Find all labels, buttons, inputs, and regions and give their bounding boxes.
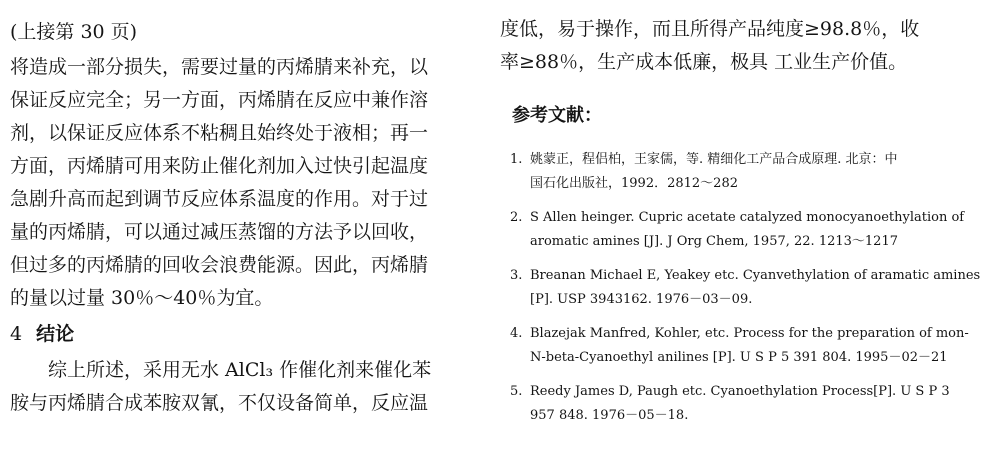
text-line: 的量以过量 30％～40％为宜。 [10, 287, 274, 309]
reference-line: 957 848. 1976－05－18. [530, 408, 689, 423]
text-line: 率≥88％，生产成本低廉，极具 工业生产价值。 [500, 51, 908, 73]
text-line: 胺与丙烯腈合成苯胺双氰，不仅设备简单，反应温 [10, 392, 429, 414]
body-paragraph-2 [10, 354, 431, 420]
text-line: 度低，易于操作，而且所得产品纯度≥98.8％，收 [500, 18, 920, 40]
reference-item [510, 264, 990, 312]
references-title: 参考文献： [512, 105, 602, 126]
reference-line: 国石化出版社，1992．2812～282 [530, 176, 738, 191]
reference-line: [P]. USP 3943162. 1976－03－09. [530, 292, 753, 307]
body-paragraph-1 [10, 51, 428, 315]
continued-note: (上接第 30 页) [10, 21, 138, 43]
section-heading [10, 319, 74, 346]
reference-number: 5. [510, 384, 523, 399]
reference-number: 1. [510, 152, 523, 167]
reference-line: Reedy James D, Paugh etc. Cyanoethylation Process[P]. U S P 3 [530, 384, 950, 399]
reference-number: 2. [510, 210, 523, 225]
reference-line: Blazejak Manfred, Kohler, etc. Process for the preparation of mon- [530, 326, 969, 341]
text-line: 量的丙烯腈，可以通过减压蒸馏的方法予以回收， [10, 221, 429, 243]
text-line: 剂，以保证反应体系不粘稠且始终处于液相；再一 [10, 122, 429, 144]
reference-list [510, 148, 990, 438]
section-title: 结论 [36, 323, 75, 345]
reference-item [510, 380, 990, 428]
reference-item [510, 148, 990, 196]
text-line: 综上所述，采用无水 AlCl₃ 作催化剂来催化苯 [48, 359, 432, 381]
reference-line: N-beta-Cyanoethyl anilines [P]. U S P 5 391 804. 1995－02－21 [530, 350, 948, 365]
body-paragraph-continued [500, 13, 919, 79]
reference-line: S Allen heinger. Cupric acetate catalyzed monocyanoethylation of [530, 210, 965, 225]
reference-item [510, 206, 990, 254]
section-number: 4 [10, 323, 23, 345]
text-line: 方面，丙烯腈可用来防止催化剂加入过快引起温度 [10, 155, 429, 177]
text-line: 急剧升高而起到调节反应体系温度的作用。对于过 [10, 188, 429, 210]
text-line: 但过多的丙烯腈的回收会浪费能源。因此，丙烯腈 [10, 254, 429, 276]
text-line: 将造成一部分损失，需要过量的丙烯腈来补充，以 [10, 56, 429, 78]
reference-line: Breanan Michael E, Yeakey etc. Cyanvethylation of aramatic amines [530, 268, 981, 283]
text-line: 保证反应完全；另一方面，丙烯腈在反应中兼作溶 [10, 89, 429, 111]
reference-number: 3. [510, 268, 523, 283]
reference-line: 姚蒙正，程侣柏，王家儒，等. 精细化工产品合成原理. 北京：中 [530, 152, 898, 167]
reference-item [510, 322, 990, 370]
reference-line: aromatic amines [J]. J Org Chem, 1957, 22. 1213～1217 [530, 234, 898, 249]
reference-number: 4. [510, 326, 523, 341]
